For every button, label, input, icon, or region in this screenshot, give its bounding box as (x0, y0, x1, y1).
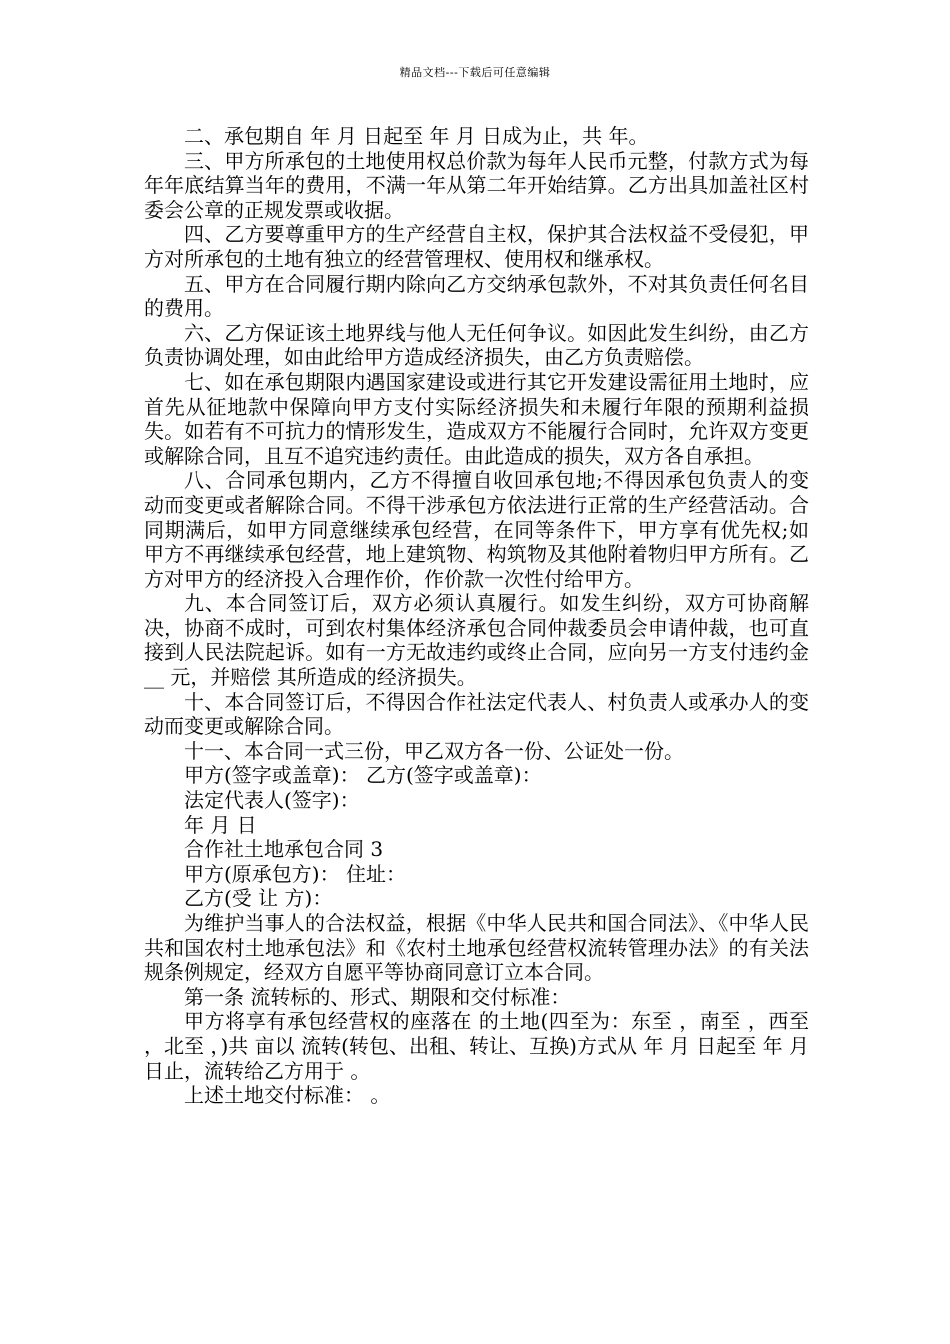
clause-8-termination: 八、合同承包期内，乙方不得擅自收回承包地;不得因承包负责人的变动而变更或者解除合同。不得干涉承包方依法进行正常的生产经营活动。合同期满后，如甲方同意继续承包经营，在同等条件下，甲方享有优先权;如甲方不再继续承包经营，地上建筑物、构筑物及其他附着物归甲方所有。乙方对甲方的经济投入合理作价，作价款一次性付给甲方。 (144, 468, 809, 591)
preamble-paragraph: 为维护当事人的合法权益，根据《中华人民共和国合同法》、《中华人民共和国农村土地承包法》和《农村土地承包经营权流转管理办法》的有关法规条例规定，经双方自愿平等协商同意订立本合同。 (144, 911, 809, 985)
date-line: 年 月 日 (184, 812, 257, 837)
clause-6-boundary: 六、乙方保证该土地界线与他人无任何争议。如因此发生纠纷，由乙方负责协调处理，如由此给甲方造成经济损失，由乙方负责赔偿。 (144, 320, 809, 370)
clause-11-copies: 十一、本合同一式三份，甲乙双方各一份、公证处一份。 (184, 738, 684, 763)
contract-3-title: 合作社土地承包合同 3 (184, 837, 384, 862)
clause-9-disputes: 九、本合同签订后，双方必须认真履行。如发生纠纷，双方可协商解决，协商不成时，可到农村集体经济承包合同仲裁委员会申请仲裁，也可直接到人民法院起诉。如有一方无故违约或终止合同，应向另一方支付违约金__ 元，并赔偿 其所造成的经济损失。 (144, 591, 809, 690)
clause-10-personnel: 十、本合同签订后，不得因合作社法定代表人、村负责人或承办人的变动而变更或解除合同。 (144, 689, 809, 739)
party-b-line: 乙方(受 让 方)： (184, 886, 333, 911)
document-body (144, 124, 809, 1108)
article-1-heading: 第一条 流转标的、形式、期限和交付标准： (184, 984, 571, 1009)
clause-3-price: 三、甲方所承包的土地使用权总价款为每年人民币元整，付款方式为每年年底结算当年的费用，不满一年从第二年开始结算。乙方出具加盖社区村委会公章的正规发票或收据。 (144, 148, 809, 222)
delivery-standard-line: 上述土地交付标准： 。 (184, 1083, 391, 1108)
article-1-body: 甲方将享有承包经营权的座落在 的土地(四至为：东至 ，南至 ，西至 ，北至 ，)共 亩以 流转(转包、出租、转让、互换)方式从 年 月 日起至 年 月日止，流转给乙方用于 。 (144, 1009, 809, 1083)
legal-representative-line: 法定代表人(签字)： (184, 788, 360, 813)
clause-4-rights: 四、乙方要尊重甲方的生产经营自主权，保护其合法权益不受侵犯，甲方对所承包的土地有独立的经营管理权、使用权和继承权。 (144, 222, 809, 271)
signature-line: 甲方(签字或盖章)： 乙方(签字或盖章)： (184, 763, 542, 788)
clause-7-expropriation: 七、如在承包期限内遇国家建设或进行其它开发建设需征用土地时，应首先从征地款中保障向甲方支付实际经济损失和未履行年限的预期利益损失。如若有不可抗力的情形发生，造成双方不能履行合同时，允许双方变更或解除合同，且互不追究违约责任。由此造成的损失，双方各自承担。 (144, 369, 809, 468)
clause-2-term: 二、承包期自 年 月 日起至 年 月 日成为止，共 年。 (184, 124, 649, 148)
page-header: 精品文档---下载后可任意编辑 (399, 66, 551, 79)
party-a-line: 甲方(原承包方)： 住址： (184, 861, 406, 886)
clause-5-fees: 五、甲方在合同履行期内除向乙方交纳承包款外，不对其负责任何名目的费用。 (144, 271, 809, 321)
